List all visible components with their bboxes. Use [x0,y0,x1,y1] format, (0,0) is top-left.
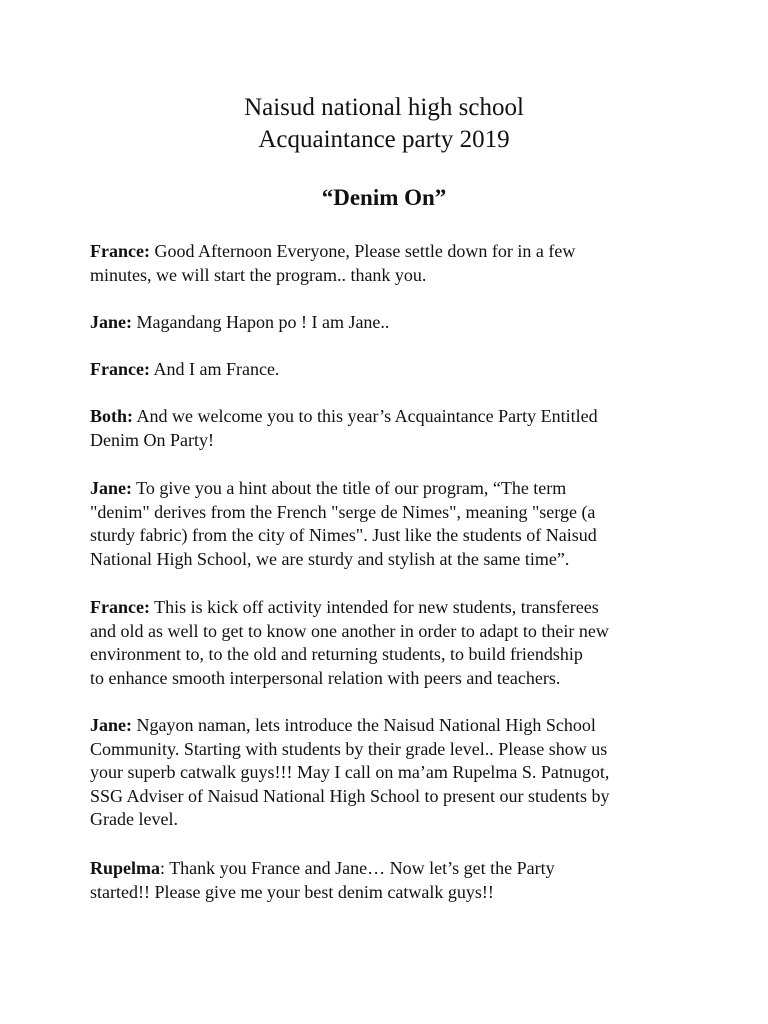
script-block-jane-2 [90,477,690,571]
dialogue-text: And I am France. [149,359,280,379]
script-block-france-1 [90,240,690,287]
speaker-name: Jane: [90,715,132,735]
script-line: environment to, to the old and returning students, to build friendship [90,644,583,664]
script-block-france-2 [90,358,690,382]
dialogue-text: This is kick off activity intended for new students, transferees [149,597,599,617]
script-block-jane-1 [90,311,690,335]
script-line: Grade level. [90,809,178,829]
script-block-jane-3 [90,714,690,832]
script-line: SSG Adviser of Naisud National High School to present our students by [90,785,610,806]
program-title: “Denim On” [321,185,447,210]
script-line [90,477,690,501]
script-line: Community. Starting with students by their grade level.. Please show us [90,738,608,759]
script-block-both [90,405,690,452]
speaker-name: France: [90,241,150,261]
speaker-name: Both: [90,406,134,426]
dialogue-text: Magandang Hapon po ! I am Jane.. [132,312,390,332]
speaker-name: France: [90,597,150,617]
script-line [90,405,690,429]
dialogue-text: Ngayon naman, lets introduce the Naisud National High School [132,715,596,735]
script-block-rupelma [90,857,690,904]
script-line: minutes, we will start the program.. thank you. [90,264,427,285]
school-name: Naisud national high school [244,94,524,121]
dialogue-text: Good Afternoon Everyone, Please settle down for in a few [149,241,576,261]
script-line: and old as well to get to know one another in order to adapt to their new [90,620,609,641]
dialogue-text: : Thank you France and Jane… Now let’s get the Party [160,858,555,878]
event-name: Acquaintance party 2019 [258,126,510,153]
script-line: sturdy fabric) from the city of Nimes". Just like the students of Naisud [90,525,597,545]
script-line [90,311,690,335]
script-line: to enhance smooth interpersonal relation with peers and teachers. [90,667,561,688]
script-line: your superb catwalk guys!!! May I call on ma’am Rupelma S. Patnugot, [90,762,610,782]
script-line [90,857,690,881]
script-line: "denim" derives from the French "serge de Nimes", meaning "serge (a [90,501,596,522]
script-line [90,596,690,620]
script-line: started!! Please give me your best denim catwalk guys!! [90,881,494,902]
dialogue-text: To give you a hint about the title of our program, “The term [132,478,567,498]
script-line: National High School, we are sturdy and stylish at the same time”. [90,548,570,569]
speaker-name: Jane: [90,312,132,332]
script-line: Denim On Party! [90,429,214,450]
dialogue-text: And we welcome you to this year’s Acquaintance Party Entitled [133,406,598,426]
speaker-name: France: [90,359,150,379]
script-line [90,714,690,738]
script-line [90,240,690,264]
script-line [90,358,690,382]
speaker-name: Jane: [90,478,132,498]
script-block-france-3 [90,596,690,690]
speaker-name: Rupelma [90,858,161,878]
